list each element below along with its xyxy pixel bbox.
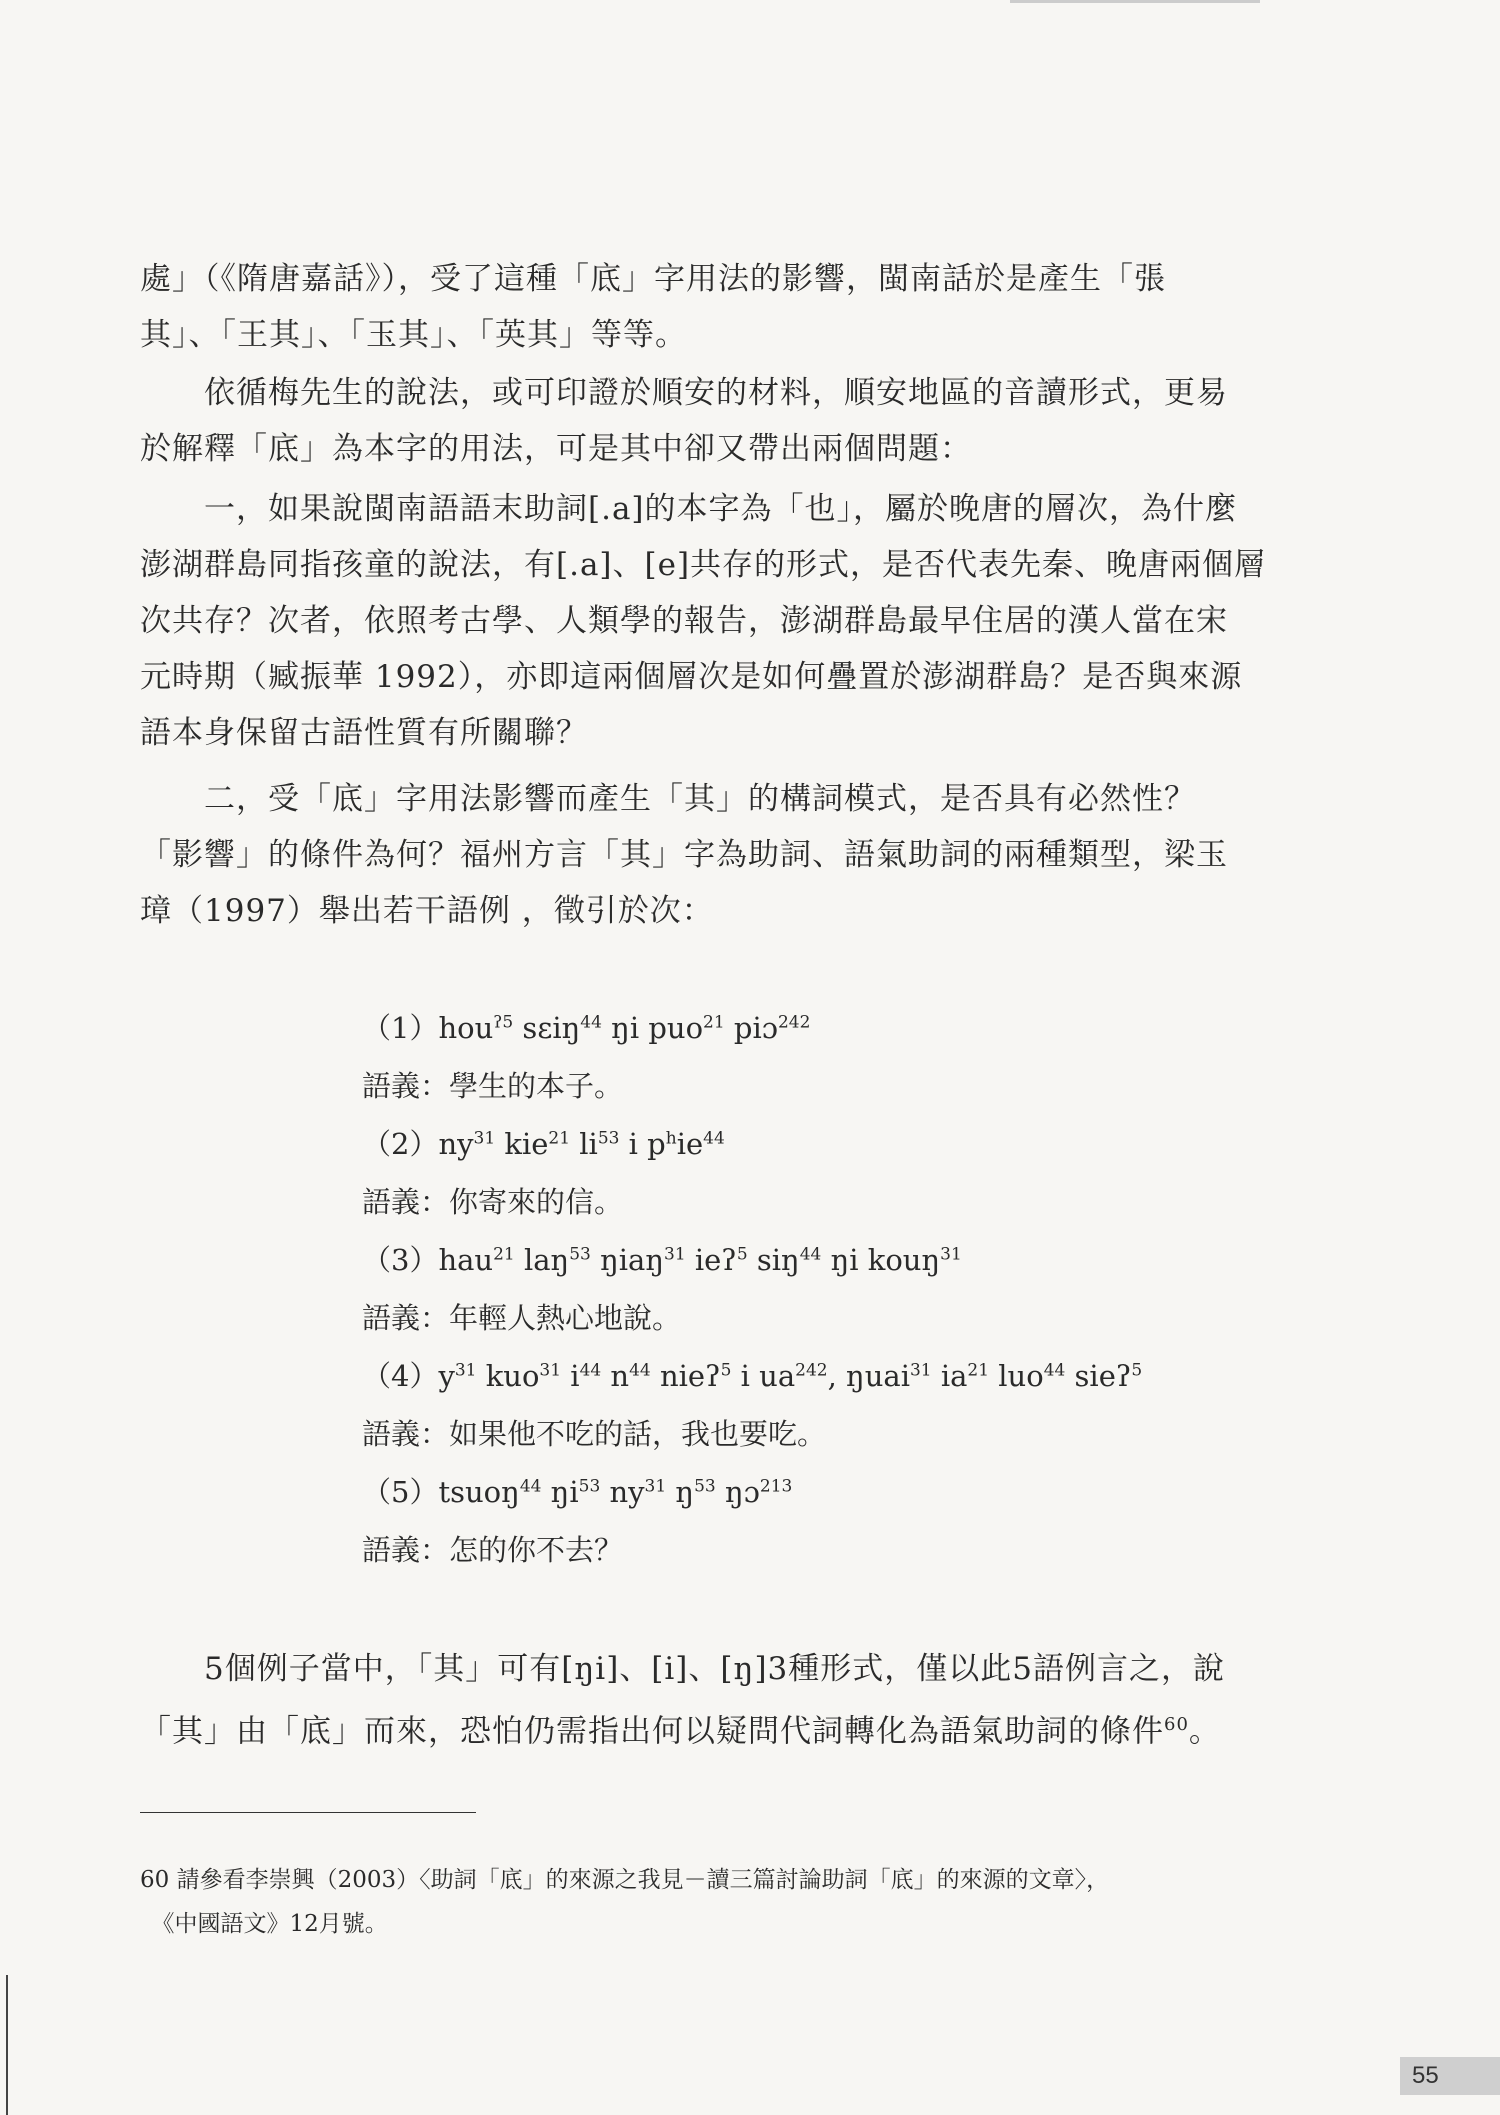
paragraph-2 [140, 365, 1250, 477]
example-item-1 [362, 999, 1262, 1057]
example-item-5 [362, 1463, 1262, 1521]
text-segment: 「其」由「底」而來，恐怕仍需指出何以疑問代詞轉化為語氣助詞的條件 [140, 1713, 1164, 1750]
example-item-3 [362, 1231, 1262, 1289]
tone-number: 44 [703, 1128, 725, 1149]
tone-number: 44 [579, 1360, 602, 1381]
example-transcription [438, 1127, 724, 1161]
syllable: ia [931, 1359, 968, 1393]
tone-number: 53 [569, 1244, 591, 1265]
syllable: ŋ [666, 1475, 695, 1509]
example-transcription [438, 1359, 1142, 1393]
syllable: y [438, 1359, 455, 1393]
syllable: ny [438, 1127, 474, 1161]
text-segment: 。 [1188, 1713, 1221, 1750]
example-list [362, 999, 1262, 1579]
paragraph-4 [140, 771, 1250, 939]
example-item-2 [362, 1115, 1262, 1173]
tone-number: 44 [629, 1360, 651, 1381]
tone-number: 5 [1131, 1360, 1143, 1381]
syllable: nieʔ [650, 1359, 721, 1393]
tone-number: 31 [644, 1476, 667, 1497]
text-line: 語本身保留古語性質有所關聯？ [140, 715, 588, 751]
syllable: i ua [731, 1359, 796, 1393]
tone-number: 21 [493, 1244, 515, 1265]
example-transcription [438, 1243, 961, 1277]
syllable: hau [438, 1243, 494, 1277]
tone-number: 21 [548, 1128, 571, 1149]
tone-number: h [665, 1128, 677, 1149]
text-line: 璋（1997）舉出若干語例 ，徵引於次： [140, 893, 714, 929]
syllable: sɛiŋ [513, 1011, 581, 1045]
tone-number: 21 [703, 1012, 725, 1033]
text-line: 次共存？次者，依照考古學、人類學的報告，澎湖群島最早住居的漢人當在宋 [140, 603, 1228, 639]
tone-number: 44 [799, 1244, 822, 1265]
footnote-divider [140, 1812, 476, 1813]
tone-number: 53 [694, 1476, 716, 1497]
page-number: 55 [1400, 2057, 1500, 2095]
text-line: 於解釋「底」為本字的用法，可是其中卻又帶出兩個問題： [140, 431, 972, 467]
tone-number: 44 [580, 1012, 602, 1033]
footnote [140, 1858, 1270, 1946]
text-line: 「影響」的條件為何？福州方言「其」字為助詞、語氣助詞的兩種類型，梁玉 [140, 837, 1228, 873]
syllable: kie [495, 1127, 549, 1161]
footnote-line: 60 請參看李崇興（2003）〈助詞「底」的來源之我見－讀三篇討論助詞「底」的來源的文章〉， [140, 1867, 1110, 1893]
syllable: , ŋuai [827, 1359, 910, 1393]
example-number: （5） [362, 1475, 439, 1509]
text-line: 二，受「底」字用法影響而產生「其」的構詞模式，是否具有必然性？ [140, 781, 1196, 817]
syllable: laŋ [514, 1243, 570, 1277]
example-gloss: 語義：怎的你不去？ [362, 1533, 624, 1567]
tone-number: 21 [967, 1360, 990, 1381]
syllable: tsuoŋ [438, 1475, 520, 1509]
footnote-ref[interactable]: 60 [1164, 1714, 1189, 1735]
syllable: sieʔ [1065, 1359, 1132, 1393]
tone-number: 53 [597, 1128, 620, 1149]
example-gloss: 語義：如果他不吃的話，我也要吃。 [362, 1417, 827, 1451]
example-transcription [438, 1475, 792, 1509]
tone-number: 53 [578, 1476, 601, 1497]
syllable: li [570, 1127, 598, 1161]
text-line: 依循梅先生的說法，或可印證於順安的材料，順安地區的音讀形式，更易 [140, 375, 1228, 411]
example-transcription [438, 1011, 810, 1045]
tone-number: ʔ5 [493, 1012, 514, 1033]
tone-number: 242 [795, 1360, 828, 1381]
tone-number: 5 [720, 1360, 732, 1381]
scan-artifact-line [1010, 0, 1260, 3]
text-line: 其」、「王其」、「玉其」、「英其」等等。 [140, 317, 687, 353]
syllable: n [601, 1359, 630, 1393]
paragraph-1 [140, 251, 1250, 363]
example-item-4 [362, 1347, 1262, 1405]
tone-number: 44 [519, 1476, 542, 1497]
text-line: 澎湖群島同指孩童的說法，有[.a]、[e]共存的形式，是否代表先秦、晚唐兩個層 [140, 547, 1267, 583]
tone-number: 213 [759, 1476, 793, 1497]
text-line: 處」（《隋唐嘉話》），受了這種「底」字用法的影響，閩南話於是產生「張 [140, 261, 1166, 297]
scan-edge-mark [6, 1975, 8, 2115]
text-line: 一，如果說閩南語語末助詞[.a]的本字為「也」，屬於晚唐的層次，為什麼 [140, 491, 1238, 527]
syllable: ny [600, 1475, 645, 1509]
syllable: kuo [476, 1359, 540, 1393]
syllable: luo [989, 1359, 1044, 1393]
syllable: ŋiaŋ [590, 1243, 664, 1277]
tone-number: 31 [909, 1360, 932, 1381]
tone-number: 31 [473, 1128, 496, 1149]
text-line: 5個例子當中，「其」可有[ŋi]、[i]、[ŋ]3種形式，僅以此5語例言之，說 [140, 1651, 1225, 1687]
tone-number: 31 [539, 1360, 562, 1381]
syllable: ieʔ [685, 1243, 737, 1277]
syllable: ŋi puo [601, 1011, 704, 1045]
conclusion-paragraph [140, 1641, 1250, 1759]
tone-number: 5 [736, 1244, 748, 1265]
tone-number: 44 [1043, 1360, 1066, 1381]
text-line [140, 1697, 1250, 1759]
syllable: ŋi kouŋ [821, 1243, 941, 1277]
paragraph-3 [140, 481, 1267, 761]
text-line: 元時期（臧振華 1992），亦即這兩個層次是如何疊置於澎湖群島？是否與來源 [140, 659, 1243, 695]
syllable: hou [438, 1011, 494, 1045]
syllable: ŋi [541, 1475, 579, 1509]
example-number: （1） [362, 1011, 439, 1045]
example-gloss: 語義：學生的本子。 [362, 1069, 624, 1103]
syllable: piɔ [724, 1011, 778, 1045]
example-number: （3） [362, 1243, 439, 1277]
syllable: i p [619, 1127, 666, 1161]
syllable: ie [676, 1127, 704, 1161]
example-number: （4） [362, 1359, 439, 1393]
syllable: siŋ [747, 1243, 800, 1277]
footnote-line: 《中國語文》12月號。 [140, 1911, 388, 1937]
syllable: i [561, 1359, 580, 1393]
tone-number: 31 [664, 1244, 686, 1265]
syllable: ŋɔ [715, 1475, 760, 1509]
tone-number: 31 [454, 1360, 477, 1381]
tone-number: 242 [777, 1012, 811, 1033]
example-gloss: 語義：年輕人熱心地說。 [362, 1301, 682, 1335]
example-gloss: 語義：你寄來的信。 [362, 1185, 624, 1219]
tone-number: 31 [940, 1244, 962, 1265]
example-number: （2） [362, 1127, 439, 1161]
